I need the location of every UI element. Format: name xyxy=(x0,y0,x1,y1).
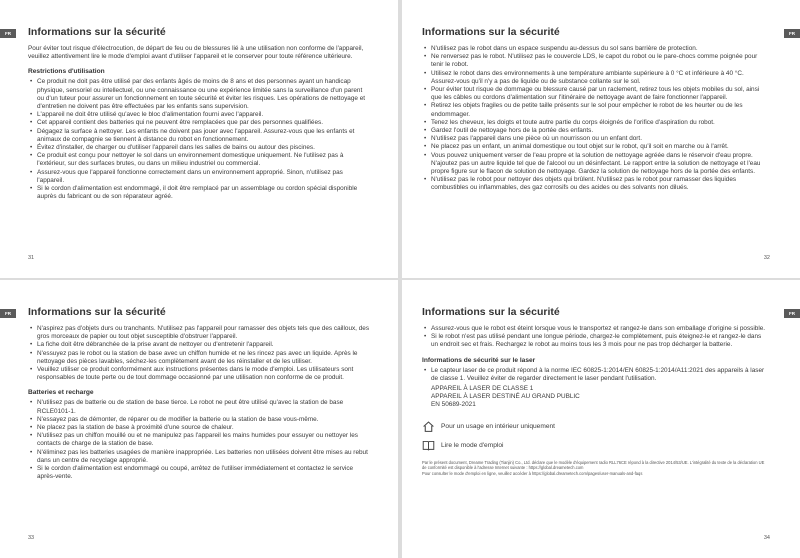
list-item: • Retirez les objets fragiles ou de petite taille présents sur le sol pour empêcher le robot de les heurter ou de les endommager. xyxy=(431,102,768,118)
indoor-use-label: Pour un usage en intérieur uniquement xyxy=(441,422,556,430)
laser-line: EN 50689-2021 xyxy=(431,401,476,409)
list-item: • N'utilisez pas l'appareil dans une pièce où un nourrisson ou un enfant dort. xyxy=(431,135,768,143)
list-item: • N'utilisez pas de batterie ou de station de base tierce. Le robot ne peut être utilisé qu'avec la station de base RCLE0101-1. xyxy=(37,399,370,415)
intro-paragraph: Pour éviter tout risque d'électrocution, de départ de feu ou de blessures lié à une utilisation non conforme de l'appareil, veuillez attentivement lire le mode d'emploi avant d'utiliser l'appareil et le conserver pour toute référence ultérieure. xyxy=(28,45,364,61)
house-icon xyxy=(422,420,435,433)
list-item: • Assurez-vous que le robot est éteint lorsque vous le transportez et rangez-le dans son emballage d'origine si possible. xyxy=(431,325,768,333)
page-number: 34 xyxy=(763,535,770,541)
bullet-list xyxy=(28,325,370,382)
list-item: • N'essayez pas de démonter, de réparer ou de modifier la batterie ou la station de base vous-même. xyxy=(37,416,370,424)
section-heading: Batteries et recharge xyxy=(28,389,94,397)
list-item: • N'essuyez pas le robot ou la station de base avec un chiffon humide et ne les rincez pas avec un liquide. Après le nettoyage des pièces lavables, séchez-les complètement avant de les réinstaller et de les utiliser. xyxy=(37,350,370,366)
list-item: • N'éliminez pas les batteries usagées de manière inappropriée. Les batteries non utilisées doivent être mises au rebut dans un centre de recyclage approprié. xyxy=(37,449,370,465)
list-item: • Évitez d'installer, de charger ou d'utiliser l'appareil dans les salles de bains ou autour des piscines. xyxy=(37,144,370,152)
list-item: • Si le cordon d'alimentation est endommagé ou coupé, arrêtez de l'utiliser immédiatement et contactez le service après-vente. xyxy=(37,465,370,481)
page-number: 32 xyxy=(763,255,770,261)
bullet-list xyxy=(28,399,370,481)
list-item: • Dégagez la surface à nettoyer. Les enfants ne doivent pas jouer avec l'appareil. Assurez-vous que les enfants et animaux de compagnie se tiennent à distance du robot en fonctionnement. xyxy=(37,128,370,144)
bullet-list xyxy=(422,325,768,350)
list-item: • Assurez-vous que l'appareil fonctionne correctement dans un environnement approprié. Sinon, n'utilisez pas l'appareil. xyxy=(37,169,370,185)
section-heading: Informations de sécurité sur le laser xyxy=(422,356,536,364)
manual-page-31 xyxy=(0,0,398,278)
list-item: • Veuillez utiliser ce produit conformément aux instructions présentes dans le mode d'emploi. Les utilisateurs sont responsables de toute perte ou de tout dommage occasionné par une utilisation non conforme de ce produit. xyxy=(37,366,370,382)
list-item: • Ne placez pas un enfant, un animal domestique ou tout objet sur le robot, qu'il soit en marche ou à l'arrêt. xyxy=(431,143,768,151)
language-tag: FR xyxy=(0,309,16,318)
bullet-list xyxy=(422,45,768,193)
list-item: • Gardez l'outil de nettoyage hors de la portée des enfants. xyxy=(431,127,768,135)
laser-line: APPAREIL À LASER DE CLASSE 1 xyxy=(431,385,534,393)
list-item: • Ne placez pas la station de base à proximité d'une source de chaleur. xyxy=(37,424,370,432)
manual-book-icon xyxy=(422,439,435,452)
page-title: Informations sur la sécurité xyxy=(422,306,560,318)
manual-page-34 xyxy=(402,280,800,558)
list-item: • Tenez les cheveux, les doigts et toute autre partie du corps éloignés de l'orifice d'aspiration du robot. xyxy=(431,119,768,127)
list-item: • N'aspirez pas d'objets durs ou tranchants. N'utilisez pas l'appareil pour ramasser des objets tels que des cailloux, des gros morceaux de papier ou tout objet susceptible d'obstruer l'appareil. xyxy=(37,325,370,341)
list-item: • Pour éviter tout risque de dommage ou blessure causé par un raclement, retirez tous les objets mobiles du sol, ainsi que les câbles ou cordons d'alimentation sur l'itinéraire de nettoyage avant de faire fonctionner l'appareil. xyxy=(431,86,768,102)
list-item: • Ne renversez pas le robot. N'utilisez pas le couvercle LDS, le capot du robot ou le pare-chocs comme poignée pour tenir le robot. xyxy=(431,53,768,69)
list-item: • Ce produit ne doit pas être utilisé par des enfants âgés de moins de 8 ans et des personnes ayant un handicap physique, sensoriel ou intellectuel, ou une connaissance ou une expérience limitée sans la surveillance d'un parent ou d'un tuteur pour assurer un fonctionnement en toute sécurité et éviter les risques. Les opérations de nettoyage et d'entretien ne doivent pas être effectuées par les enfants sans supervision. xyxy=(37,78,370,111)
list-item: • N'utilisez pas le robot dans un espace suspendu au-dessus du sol sans barrière de protection. xyxy=(431,45,768,53)
laser-line: APPAREIL À LASER DESTINÉ AU GRAND PUBLIC xyxy=(431,393,580,401)
read-manual-row xyxy=(422,439,768,452)
manual-page-32 xyxy=(402,0,800,278)
indoor-use-row xyxy=(422,420,768,433)
language-tag: FR xyxy=(784,29,800,38)
page-number: 31 xyxy=(28,255,35,261)
list-item: • Si le cordon d'alimentation est endommagé, il doit être remplacé par un assemblage ou cordon spécial disponible auprès du fabricant ou de son réparateur agréé. xyxy=(37,185,370,201)
list-item: • Si le robot n'est pas utilisé pendant une longue période, chargez-le complètement, puis éteignez-le et rangez-le dans un endroit sec et frais. Rechargez le robot au moins tous les 3 mois pour ne pas trop décharger la batterie. xyxy=(431,333,768,349)
list-item: • La fiche doit être débranchée de la prise avant de nettoyer ou d'entretenir l'appareil. xyxy=(37,341,370,349)
list-item: • Ce produit est conçu pour nettoyer le sol dans un environnement domestique uniquement. Ne l'utilisez pas à l'extérieur, sur des surfaces brutes, ou dans un milieu industriel ou commercial. xyxy=(37,152,370,168)
list-item: • Cet appareil contient des batteries qui ne peuvent être remplacées que par des personnes qualifiées. xyxy=(37,119,370,127)
language-tag: FR xyxy=(0,29,16,38)
page-number: 33 xyxy=(28,535,35,541)
bullet-list xyxy=(28,78,370,201)
page-title: Informations sur la sécurité xyxy=(28,26,166,38)
online-manual-note: Pour consulter le mode d'emploi en ligne, veuillez accéder à https://global.dreametech.com/pages/user-manuals-and-faqs xyxy=(422,470,643,476)
read-manual-label: Lire le mode d'emploi xyxy=(441,441,504,449)
list-item: • Le capteur laser de ce produit répond à la norme IEC 60825-1:2014/EN 60825-1:2014/A11:2021 des appareils à laser de classe 1. Veuillez éviter de regarder directement le laser pendant l'utilisation. xyxy=(431,367,768,383)
conformity-note: Par le présent document, Dreame Trading (Tianjin) Co., Ltd. déclare que le modèle d'équipement radio RLL76CE répond à la directive 2014/53/UE. L'intégralité du texte de la déclaration UE de conformité est disponible à l'adresse Internet suivante : https://global.dreametech.com xyxy=(422,459,765,471)
page-title: Informations sur la sécurité xyxy=(28,306,166,318)
bullet-list xyxy=(422,367,768,383)
list-item: • N'utilisez pas le robot pour nettoyer des objets qui brûlent. N'utilisez pas le robot pour ramasser des liquides combustibles ou inflammables, des gaz corrosifs ou des acides ou des solvants non dilués. xyxy=(431,176,768,192)
section-heading: Restrictions d'utilisation xyxy=(28,68,105,76)
laser-class-lines xyxy=(422,385,768,410)
fine-print xyxy=(422,460,768,477)
page-title: Informations sur la sécurité xyxy=(422,26,560,38)
language-tag: FR xyxy=(784,309,800,318)
manual-page-33 xyxy=(0,280,398,558)
list-item: • Utilisez le robot dans des environnements à une température ambiante supérieure à 0 °C et inférieure à 40 °C. Assurez-vous qu'il n'y a pas de liquide ou de substance collante sur le sol. xyxy=(431,70,768,86)
list-item: • N'utilisez pas un chiffon mouillé ou et ne manipulez pas l'appareil les mains humides pour essuyer ou nettoyer les contacts de charge de la station de base. xyxy=(37,432,370,448)
list-item: • L'appareil ne doit être utilisé qu'avec le bloc d'alimentation fourni avec l'appareil. xyxy=(37,111,370,119)
list-item: • Vous pouvez uniquement verser de l'eau propre et la solution de nettoyage agréée dans le réservoir d'eau propre. N'ajoutez pas un autre liquide tel que de l'alcool ou un désinfectant. Le rapport entre la solution de nettoyage et l'eau propre figure sur le flacon de solution de nettoyage. Gardez la solution de nettoyage hors de la portée des enfants. xyxy=(431,152,768,177)
